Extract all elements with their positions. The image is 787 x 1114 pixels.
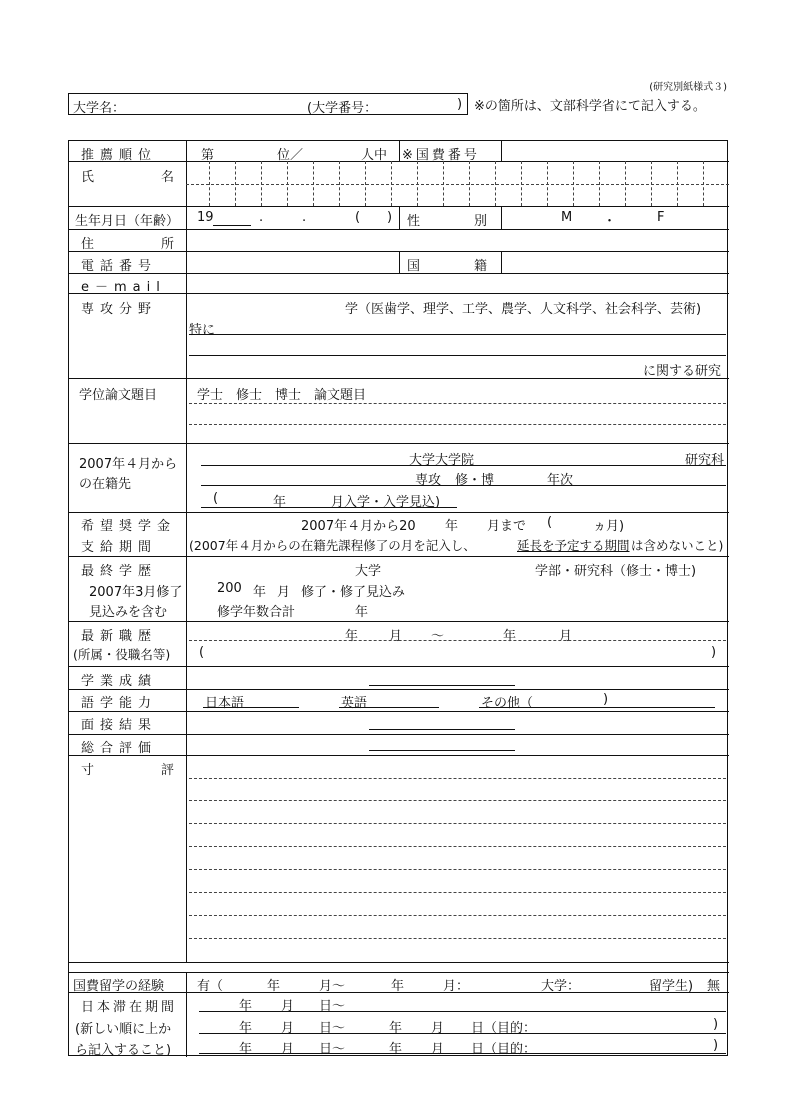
age-paren-open: ( <box>355 210 361 225</box>
career-tsuki-2: 月 <box>559 629 573 644</box>
sex-option-dot: ・ <box>603 214 617 229</box>
enroll-nyugaku: 月入学・入学見込) <box>331 495 441 510</box>
stay-r2-nen: 年 <box>239 1021 253 1036</box>
stay-r3-tsuki-2: 月 <box>431 1042 445 1057</box>
past-kokuhi-tsuki-1: 月～ <box>319 979 346 994</box>
stay-label-1: 日本滞在期間 <box>81 1000 178 1015</box>
phone-label: 電話番号 <box>81 259 158 274</box>
enroll-shuhaku: 修・博 <box>455 473 495 488</box>
nationality-label-1: 国 <box>407 259 421 274</box>
past-kokuhi-yes: 有（ <box>197 979 224 994</box>
name-label-1: 氏 <box>81 170 95 185</box>
thesis-degree-text: 学士 修士 博士 論文題目 <box>197 388 367 403</box>
major-line-3: に関する研究 <box>643 364 722 379</box>
stay-r1-tsuki: 月 <box>281 999 295 1014</box>
scholarship-note-c: は含めないこと) <box>631 538 724 553</box>
education-nen: 年 <box>253 585 267 600</box>
enroll-label-1: 2007年４月から <box>79 457 178 472</box>
scholarship-note-a: (2007年４月からの在籍先課程修了の月を記入し、 <box>189 538 476 553</box>
scholarship-note-b: 延長を予定する期間 <box>517 538 630 553</box>
scholarship-tsuki: 月まで <box>487 519 527 534</box>
address-label-1: 住 <box>81 237 95 252</box>
education-shuryo: 修了・修了見込み <box>301 585 406 600</box>
scholarship-label-1: 希望奨学金 <box>81 519 177 534</box>
scholarship-label-2: 支給期間 <box>81 540 158 555</box>
language-other: その他（ <box>481 696 534 711</box>
label-column-divider <box>186 141 187 962</box>
language-other-close: ) <box>603 692 609 707</box>
education-label-3: 見込みを含む <box>89 605 168 620</box>
past-kokuhi-no: 無 <box>707 979 721 994</box>
education-total-nen: 年 <box>355 605 369 620</box>
language-english: 英語 <box>341 696 368 711</box>
kokuhi-number-label: ※国費番号 <box>402 148 480 163</box>
career-nen-1: 年 <box>345 629 359 644</box>
university-number-label: (大学番号： <box>307 101 378 116</box>
overall-label: 総合評価 <box>81 741 158 756</box>
stay-r2-close: ) <box>713 1017 719 1032</box>
thesis-label: 学位論文題目 <box>79 388 158 403</box>
birth-dot-1: . <box>259 210 264 225</box>
career-nen-2: 年 <box>503 629 517 644</box>
career-tsuki-1: 月 <box>389 629 403 644</box>
enroll-nenji: 年次 <box>547 473 574 488</box>
university-label: 大学名： <box>73 101 126 116</box>
comment-label-1: 寸 <box>81 763 95 778</box>
interview-label: 面接結果 <box>81 718 158 733</box>
stay-r1-nen: 年 <box>239 999 253 1014</box>
rank-ninchu: 人中 <box>361 148 388 163</box>
university-box <box>68 93 468 115</box>
grades-underline <box>369 685 515 686</box>
language-japanese: 日本語 <box>205 696 245 711</box>
language-label: 語学能力 <box>81 696 158 711</box>
education-year: 200 <box>217 581 242 596</box>
scholarship-from: 2007年４月から20 <box>301 519 416 534</box>
stay-r2-hi: 日～ <box>319 1021 346 1036</box>
birth-dot-2: . <box>302 210 307 225</box>
enroll-label-2: の在籍先 <box>79 477 132 492</box>
past-kokuhi-ryugakusei: 留学生) <box>649 979 694 994</box>
stay-r3-nen-2: 年 <box>389 1042 403 1057</box>
career-label-2: (所属・役職名等) <box>73 647 171 662</box>
stay-r3-hi: 日～ <box>319 1042 346 1057</box>
stay-r3-tsuki: 月 <box>281 1042 295 1057</box>
education-label-1: 最終学歴 <box>81 564 158 579</box>
stay-label-3: ら記入すること) <box>75 1043 172 1058</box>
stay-r3-purpose: 日（目的： <box>471 1042 537 1057</box>
major-line-2: 特に <box>189 323 216 338</box>
sex-label: 性 <box>407 214 421 229</box>
address-label-2: 所 <box>161 237 175 252</box>
career-paren-close: ) <box>711 645 717 660</box>
stay-r2-nen-2: 年 <box>389 1021 403 1036</box>
stay-label-2: (新しい順に上か <box>75 1022 172 1037</box>
form-id: (研究別紙様式３) <box>649 82 727 93</box>
education-gakubu: 学部・研究科（修士・博士) <box>535 564 697 579</box>
sex-option-m: M <box>561 210 573 225</box>
past-kokuhi-tsuki-2: 月： <box>443 979 470 994</box>
career-label-1: 最新職歴 <box>81 629 158 644</box>
past-kokuhi-nen-1: 年 <box>267 979 281 994</box>
nationality-label-2: 籍 <box>474 259 488 274</box>
past-kokuhi-nen-2: 年 <box>391 979 405 994</box>
rank-label: 推薦順位 <box>81 148 158 163</box>
enroll-daigakuin: 大学大学院 <box>409 453 475 468</box>
grades-label: 学業成績 <box>81 674 158 689</box>
career-kara: ～ <box>431 629 445 644</box>
enroll-kenkyuka: 研究科 <box>685 453 725 468</box>
stay-r2-purpose: 日（目的： <box>471 1021 537 1036</box>
career-paren-open: ( <box>199 645 205 660</box>
university-number-close: ) <box>457 97 463 112</box>
stay-r3-nen: 年 <box>239 1042 253 1057</box>
sex-label-2: 別 <box>474 214 488 229</box>
rank-i: 位／ <box>277 148 304 163</box>
application-form-table <box>68 140 728 1056</box>
interview-underline <box>369 729 515 730</box>
past-kokuhi-daigaku: 大学： <box>541 979 581 994</box>
stay-r3-close: ) <box>713 1038 719 1053</box>
age-paren-close: ) <box>387 210 393 225</box>
name-reading-line <box>186 184 729 185</box>
education-tsuki: 月 <box>277 585 291 600</box>
ministry-note: ※の箇所は、文部科学省にて記入する。 <box>474 99 706 114</box>
sex-option-f: F <box>657 210 665 225</box>
stay-r2-tsuki-2: 月 <box>431 1021 445 1036</box>
scholarship-paren-open: ( <box>547 515 553 530</box>
birth-year-underline <box>213 225 251 226</box>
scholarship-nen: 年 <box>445 519 459 534</box>
education-label-2: 2007年3月修了 <box>89 585 183 600</box>
comment-label-2: 評 <box>161 763 175 778</box>
past-kokuhi-label: 国費留学の経験 <box>73 979 165 994</box>
email-label: e－mail <box>81 280 166 295</box>
scholarship-months: ヵ月) <box>593 519 625 534</box>
education-total: 修学年数合計 <box>217 605 296 620</box>
birth-label: 生年月日（年齢） <box>75 214 180 229</box>
overall-underline <box>369 750 515 751</box>
birth-prefix: 19 <box>197 210 214 225</box>
label-column-divider-bottom <box>186 972 187 1057</box>
major-label: 専攻分野 <box>81 302 158 317</box>
stay-r2-tsuki: 月 <box>281 1021 295 1036</box>
enroll-nen: 年 <box>273 495 287 510</box>
major-line-1: 学（医歯学、理学、工学、農学、人文科学、社会科学、芸術) <box>345 302 702 317</box>
enroll-senko: 専攻 <box>415 473 442 488</box>
rank-dai: 第 <box>201 148 215 163</box>
name-label-2: 名 <box>161 170 175 185</box>
education-daigaku: 大学 <box>355 564 382 579</box>
enroll-paren-open: ( <box>213 491 219 506</box>
stay-r1-hi: 日～ <box>319 999 346 1014</box>
